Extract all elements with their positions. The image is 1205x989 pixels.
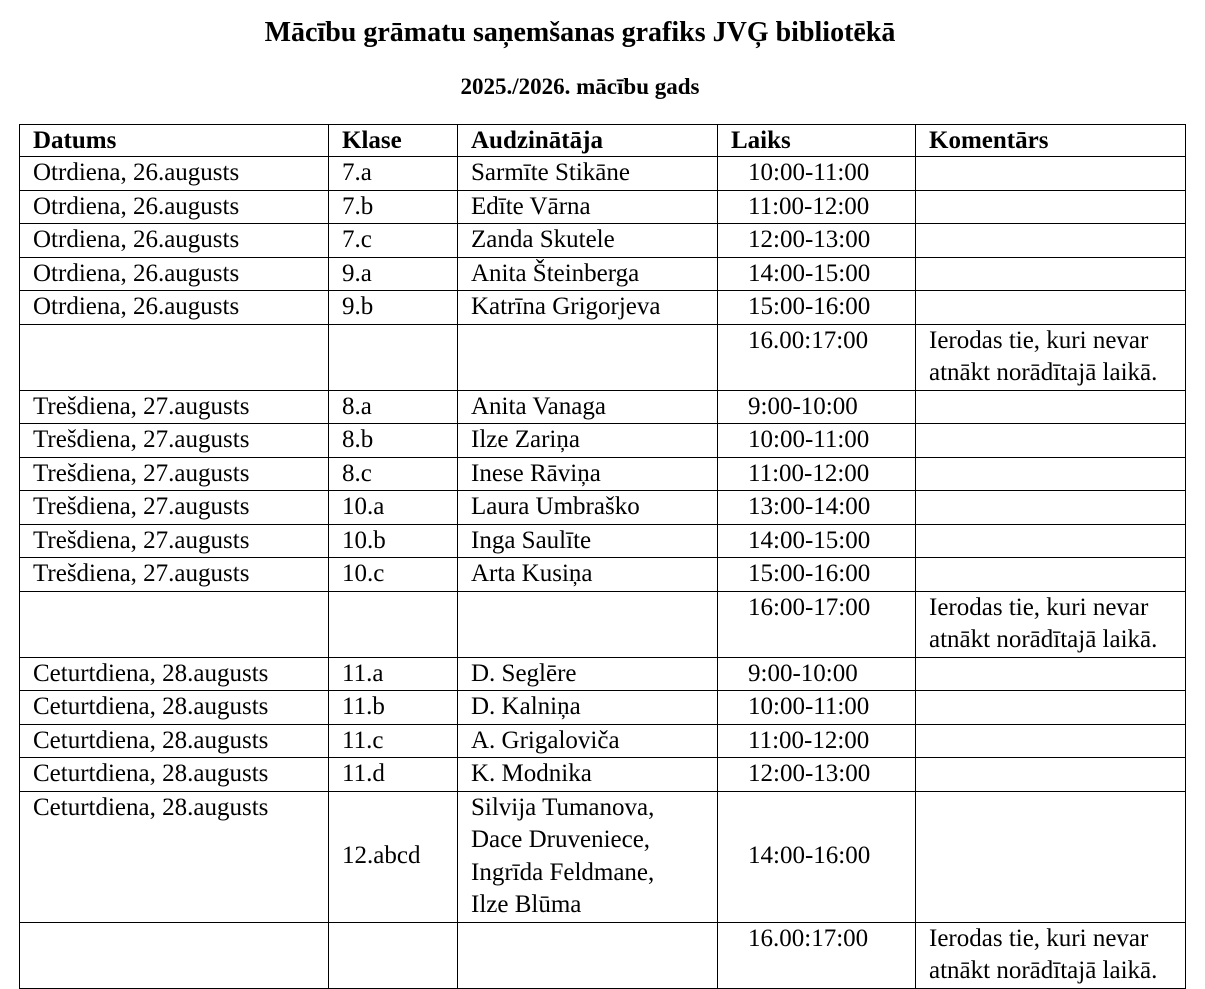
cell-class: 7.b (329, 190, 458, 224)
cell-comment (916, 922, 1186, 988)
cell-class: 12.abcd (329, 791, 458, 922)
teacher-line: Ilze Blūma (471, 891, 582, 918)
schedule-table (19, 124, 1186, 989)
cell-teacher: D. Kalniņa (458, 691, 718, 725)
cell-comment (916, 657, 1186, 691)
teacher-line: Dace Druveniece, (471, 826, 651, 853)
cell-date: Trešdiena, 27.augusts (20, 390, 329, 424)
comment-line: atnākt norādītajā laikā. (929, 359, 1158, 386)
table-row (20, 724, 1186, 758)
table-row (20, 324, 1186, 390)
cell-teacher: A. Grigalovičа (458, 724, 718, 758)
cell-class: 9.a (329, 257, 458, 291)
table-row (20, 791, 1186, 922)
cell-time: 10:00-11:00 (718, 157, 916, 191)
cell-comment (916, 291, 1186, 325)
cell-comment (916, 524, 1186, 558)
cell-class: 11.b (329, 691, 458, 725)
cell-class: 10.b (329, 524, 458, 558)
cell-date: Ceturtdiena, 28.augusts (20, 724, 329, 758)
cell-class: 10.a (329, 491, 458, 525)
cell-teacher: Katrīna Grigorjeva (458, 291, 718, 325)
table-row (20, 758, 1186, 792)
table-row (20, 224, 1186, 258)
table-header-row (20, 125, 1186, 157)
cell-comment (916, 724, 1186, 758)
cell-comment (916, 591, 1186, 657)
cell-class (329, 324, 458, 390)
comment-line: atnākt norādītajā laikā. (929, 626, 1158, 653)
cell-time: 11:00-12:00 (718, 724, 916, 758)
cell-comment (916, 190, 1186, 224)
teacher-line: Silvija Tumanova, (471, 793, 655, 821)
table-row (20, 691, 1186, 725)
header-date: Datums (20, 125, 329, 157)
cell-teacher: Sarmīte Stikāne (458, 157, 718, 191)
cell-date: Trešdiena, 27.augusts (20, 524, 329, 558)
cell-teacher: K. Modnika (458, 758, 718, 792)
cell-comment (916, 791, 1186, 922)
cell-teacher: Inga Saulīte (458, 524, 718, 558)
header-comment: Komentārs (916, 125, 1186, 157)
document-subtitle: 2025./2026. mācību gads (460, 74, 700, 99)
cell-comment (916, 457, 1186, 491)
cell-teacher: D. Seglēre (458, 657, 718, 691)
cell-time: 15:00-16:00 (718, 558, 916, 592)
cell-comment (916, 224, 1186, 258)
cell-time: 14:00-15:00 (718, 257, 916, 291)
table-row (20, 257, 1186, 291)
table-row (20, 457, 1186, 491)
cell-class: 7.c (329, 224, 458, 258)
comment-line: Ierodas tie, kuri nevar (929, 593, 1149, 621)
cell-date (20, 922, 329, 988)
cell-class: 8.c (329, 457, 458, 491)
cell-teacher: Inese Rāviņa (458, 457, 718, 491)
cell-time: 14:00-16:00 (718, 791, 916, 922)
header-time: Laiks (718, 125, 916, 157)
cell-date: Ceturtdiena, 28.augusts (20, 758, 329, 792)
cell-date: Otrdiena, 26.augusts (20, 257, 329, 291)
cell-class: 10.c (329, 558, 458, 592)
table-row (20, 591, 1186, 657)
cell-time: 15:00-16:00 (718, 291, 916, 325)
cell-time: 16.00:17:00 (718, 922, 916, 988)
cell-date: Trešdiena, 27.augusts (20, 424, 329, 458)
cell-date: Ceturtdiena, 28.augusts (20, 791, 329, 922)
cell-class: 8.a (329, 390, 458, 424)
cell-teacher: Anita Vanaga (458, 390, 718, 424)
cell-date (20, 324, 329, 390)
comment-line: Ierodas tie, kuri nevar (929, 924, 1149, 952)
cell-date (20, 591, 329, 657)
cell-class: 11.a (329, 657, 458, 691)
cell-class (329, 591, 458, 657)
cell-time: 9:00-10:00 (718, 390, 916, 424)
header-teacher: Audzinātāja (458, 125, 718, 157)
cell-teacher: Edīte Vārna (458, 190, 718, 224)
comment-line: Ierodas tie, kuri nevar (929, 326, 1149, 354)
cell-comment (916, 491, 1186, 525)
cell-time: 14:00-15:00 (718, 524, 916, 558)
cell-comment (916, 390, 1186, 424)
cell-time: 16:00-17:00 (718, 591, 916, 657)
cell-teacher (458, 922, 718, 988)
cell-class: 11.c (329, 724, 458, 758)
cell-teacher (458, 791, 718, 922)
header-class: Klase (329, 125, 458, 157)
cell-comment (916, 424, 1186, 458)
cell-teacher: Laura Umbraško (458, 491, 718, 525)
cell-date: Ceturtdiena, 28.augusts (20, 691, 329, 725)
cell-time: 12:00-13:00 (718, 224, 916, 258)
table-row (20, 524, 1186, 558)
cell-class: 11.d (329, 758, 458, 792)
cell-teacher: Ilze Zariņa (458, 424, 718, 458)
table-row (20, 558, 1186, 592)
cell-comment (916, 691, 1186, 725)
cell-date: Otrdiena, 26.augusts (20, 224, 329, 258)
cell-time: 10:00-11:00 (718, 691, 916, 725)
cell-date: Trešdiena, 27.augusts (20, 491, 329, 525)
table-row (20, 390, 1186, 424)
comment-line: atnākt norādītajā laikā. (929, 957, 1158, 984)
cell-class: 8.b (329, 424, 458, 458)
table-row (20, 424, 1186, 458)
cell-time: 9:00-10:00 (718, 657, 916, 691)
table-row (20, 157, 1186, 191)
cell-comment (916, 558, 1186, 592)
cell-time: 13:00-14:00 (718, 491, 916, 525)
document-title: Mācību grāmatu saņemšanas grafiks JVĢ bibliotēkā (264, 17, 896, 48)
cell-date: Trešdiena, 27.augusts (20, 457, 329, 491)
table-row (20, 291, 1186, 325)
cell-comment (916, 758, 1186, 792)
cell-teacher: Zanda Skutele (458, 224, 718, 258)
cell-time: 11:00-12:00 (718, 457, 916, 491)
cell-date: Ceturtdiena, 28.augusts (20, 657, 329, 691)
cell-class: 7.a (329, 157, 458, 191)
cell-teacher: Anita Šteinberga (458, 257, 718, 291)
cell-teacher: Arta Kusiņa (458, 558, 718, 592)
cell-teacher (458, 324, 718, 390)
table-row (20, 190, 1186, 224)
cell-comment (916, 257, 1186, 291)
cell-comment (916, 324, 1186, 390)
cell-time: 11:00-12:00 (718, 190, 916, 224)
cell-time: 12:00-13:00 (718, 758, 916, 792)
cell-date: Otrdiena, 26.augusts (20, 157, 329, 191)
cell-date: Otrdiena, 26.augusts (20, 190, 329, 224)
cell-date: Trešdiena, 27.augusts (20, 558, 329, 592)
cell-class (329, 922, 458, 988)
teacher-line: Ingrīda Feldmane, (471, 858, 655, 886)
cell-class: 9.b (329, 291, 458, 325)
cell-time: 10:00-11:00 (718, 424, 916, 458)
table-row (20, 657, 1186, 691)
table-row (20, 922, 1186, 988)
cell-time: 16.00:17:00 (718, 324, 916, 390)
table-row (20, 491, 1186, 525)
cell-comment (916, 157, 1186, 191)
cell-teacher (458, 591, 718, 657)
cell-date: Otrdiena, 26.augusts (20, 291, 329, 325)
